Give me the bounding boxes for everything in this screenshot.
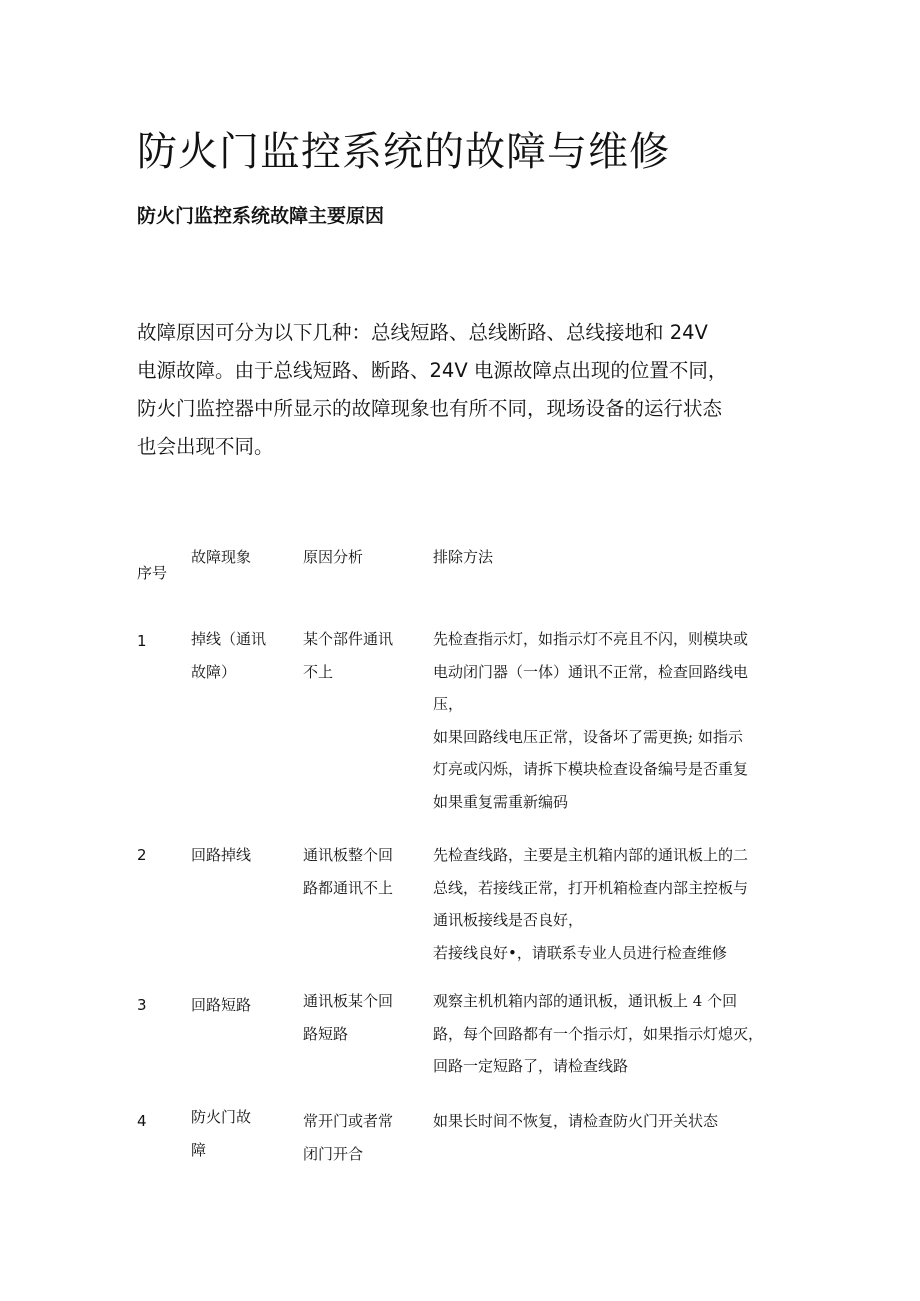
row-no: 3: [137, 996, 147, 1014]
row-cause: 常开门或者常 闭门开合: [303, 1112, 394, 1163]
row-solution: 如果长时间不恢复，请检查防火门开关状态: [433, 1112, 719, 1130]
header-solution: 排除方法: [433, 548, 494, 566]
row-no: 4: [137, 1112, 147, 1130]
row-symptom: 防火门故 障: [191, 1108, 252, 1159]
row-no: 2: [137, 846, 147, 864]
intro-line: 防火门监控器中所显示的故障现象也有所不同，现场设备的运行状态: [137, 397, 723, 420]
row-solution: 先检查线路，主要是主机箱内部的通讯板上的二 总线，若接线正常，打开机箱检查内部主控板与 通讯板接线是否良好， 若接线良好•，请联系专业人员进行检查维修: [433, 846, 749, 962]
header-cause: 原因分析: [303, 548, 364, 566]
row-cause: 通讯板整个回 路都通讯不上: [303, 846, 394, 897]
intro-paragraph: [137, 314, 797, 466]
row-symptom: 回路掉线: [191, 846, 252, 864]
intro-line: 电源故障。由于总线短路、断路、24V 电源故障点出现的位置不同，: [137, 359, 728, 382]
row-cause: 某个部件通讯 不上: [303, 630, 394, 681]
row-symptom: 回路短路: [191, 996, 252, 1014]
row-cause: 通讯板某个回 路短路: [303, 992, 394, 1043]
row-symptom: 掉线（通讯 故障）: [191, 630, 267, 681]
row-no: 1: [137, 632, 147, 650]
row-solution: 先检查指示灯，如指示灯不亮且不闪，则模块或 电动闭门器（一体）通讯不正常，检查回路线电 压， 如果回路线电压正常，设备坏了需更换; 如指示 灯亮或闪烁，请拆下模块检查设备编号是否重复 如果重复需重新编码: [433, 630, 749, 811]
document-title: 防火门监控系统的故障与维修: [137, 129, 670, 175]
section-heading: 防火门监控系统故障主要原因: [137, 205, 385, 227]
header-no: 序号: [137, 564, 168, 582]
intro-line: 也会出现不同。: [137, 435, 274, 458]
intro-line: 故障原因可分为以下几种：总线短路、总线断路、总线接地和 24V: [137, 321, 708, 344]
header-symptom: 故障现象: [191, 548, 252, 566]
row-solution: 观察主机机箱内部的通讯板，通讯板上 4 个回 路，每个回路都有一个指示灯，如果指示灯熄灭， 回路一定短路了，请检查线路: [433, 992, 764, 1075]
